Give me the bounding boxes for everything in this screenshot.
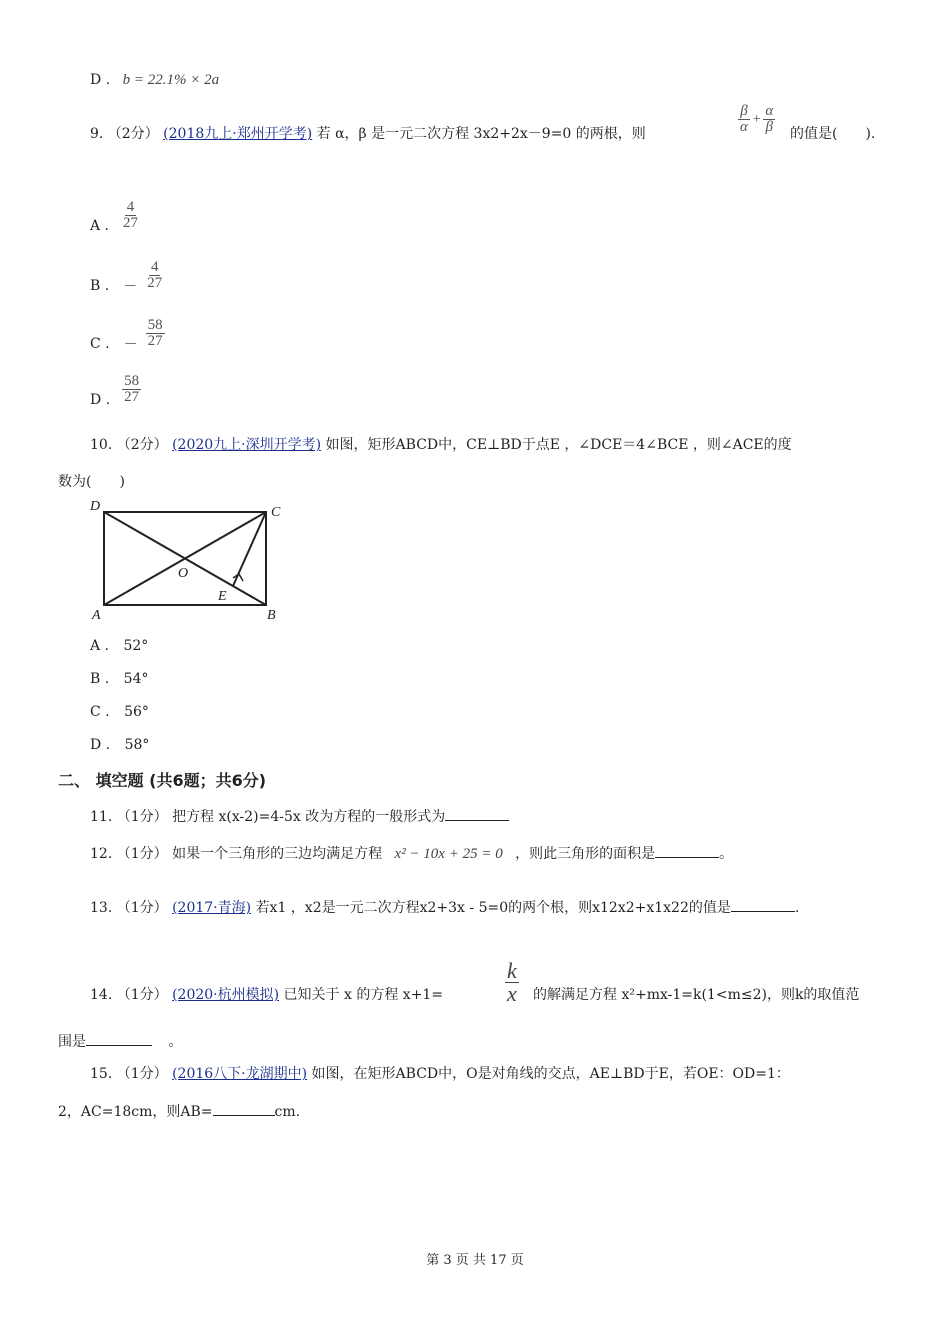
option-fraction — [146, 318, 165, 349]
question-text: 把方程 x(x-2)=4-5x 改为方程的一般形式为 — [172, 809, 446, 825]
answer-blank[interactable] — [445, 808, 509, 821]
q9-expression — [738, 104, 775, 135]
answer-blank[interactable] — [213, 1103, 275, 1116]
question-12 — [90, 843, 733, 863]
question-number: 10. （2分） — [90, 437, 168, 453]
question-text: 若 α，β 是一元二次方程 3x2+2x－9=0 的两根，则 — [316, 126, 646, 142]
fraction-numerator: 4 — [126, 198, 135, 215]
question-text: 若x1 ，x2是一元二次方程x2+3x - 5=0的两个根，则x12x2+x1x22的值是 — [255, 900, 731, 916]
question-text-end: cm. — [274, 1104, 301, 1120]
question-number: 11. （1分） — [90, 809, 168, 825]
fraction — [763, 104, 775, 135]
question-source-link[interactable]: (2017·青海) — [172, 900, 252, 916]
question-14 — [90, 984, 443, 1004]
question-source-link[interactable]: (2018九上·郑州开学考) — [163, 126, 313, 142]
fraction-numerator: α — [765, 103, 774, 119]
q9-option-d[interactable] — [90, 370, 141, 408]
option-label: C . — [90, 704, 110, 720]
question-source-link[interactable]: (2020九上·深圳开学考) — [172, 437, 322, 453]
label-b: B — [267, 608, 276, 622]
fraction — [505, 960, 519, 1005]
option-label: A . — [90, 218, 110, 234]
option-label: D . — [90, 72, 111, 88]
option-text: 56° — [124, 704, 149, 720]
question-text: 2，AC=18cm，则AB= — [58, 1104, 213, 1120]
q10-option-a[interactable] — [90, 638, 148, 654]
option-expression: b = 22.1% × 2a — [122, 72, 220, 88]
fraction-numerator: 58 — [124, 372, 140, 389]
option-text: 58° — [124, 737, 150, 753]
option-sign: － — [123, 337, 138, 353]
question-13 — [90, 897, 799, 917]
fraction-denominator: x — [507, 981, 517, 1006]
question-text: 如图，矩形ABCD中，CE⊥BD于点E ，∠DCE＝4∠BCE ，则∠ACE的度 — [325, 437, 792, 453]
fraction-denominator: 27 — [123, 214, 139, 231]
answer-blank[interactable] — [655, 845, 719, 858]
question-15 — [90, 1063, 790, 1083]
q10-option-c[interactable] — [90, 704, 149, 720]
fraction-numerator: 4 — [150, 258, 159, 275]
question-number: 13. （1分） — [90, 900, 168, 916]
plus-sign: + — [751, 111, 762, 127]
question-11 — [90, 806, 509, 826]
option-label: B . — [90, 671, 110, 687]
fraction-denominator: 27 — [124, 388, 140, 405]
fraction-denominator: β — [765, 119, 773, 135]
label-c: C — [271, 505, 281, 520]
section-title: 二、 填空题 (共6题；共6分) — [58, 771, 267, 790]
label-o: O — [178, 566, 189, 581]
option-label: D . — [90, 392, 111, 408]
question-text: 如图，在矩形ABCD中，O是对角线的交点，AE⊥BD于E，若OE：OD=1： — [311, 1066, 790, 1082]
question-text: 围是 — [58, 1034, 86, 1050]
question-text-end: 。 — [168, 1034, 183, 1050]
option-label: B . — [90, 278, 110, 294]
q14-fraction — [505, 960, 519, 1005]
answer-blank[interactable] — [731, 899, 795, 912]
question-text-cont: ，则此三角形的面积是 — [515, 846, 656, 862]
q8-option-d — [90, 72, 219, 89]
label-e: E — [218, 589, 227, 604]
question-text-end: . — [794, 900, 800, 916]
option-label: A . — [90, 638, 110, 654]
question-number: 9. （2分） — [90, 126, 159, 142]
equation: x² − 10x + 25 = 0 — [394, 846, 503, 862]
question-15-line2 — [58, 1101, 300, 1121]
question-number: 14. （1分） — [90, 987, 168, 1003]
option-text: 52° — [123, 638, 149, 654]
question-9-stem — [90, 123, 646, 143]
fraction-numerator: k — [507, 958, 517, 983]
question-text: 已知关于 x 的方程 x+1= — [283, 987, 444, 1003]
answer-blank[interactable] — [86, 1033, 152, 1046]
q9-option-a[interactable] — [90, 196, 140, 234]
fraction-denominator: 27 — [147, 274, 163, 291]
fraction-numerator: β — [740, 103, 748, 119]
rectangle-figure — [86, 496, 296, 622]
option-label: D . — [90, 737, 111, 753]
question-source-link[interactable]: (2016八下·龙湖期中) — [172, 1066, 308, 1082]
fraction-numerator: 58 — [147, 316, 163, 333]
fraction — [738, 104, 750, 135]
label-d: D — [90, 499, 101, 514]
q10-option-d[interactable] — [90, 737, 149, 753]
q9-option-c[interactable] — [90, 312, 165, 354]
question-number: 15. （1分） — [90, 1066, 168, 1082]
right-angle-mark — [233, 574, 243, 581]
option-fraction — [121, 200, 140, 231]
page-footer: 第 3 页 共 17 页 — [426, 1253, 524, 1268]
option-sign: － — [123, 279, 138, 295]
question-text: 如果一个三角形的三边均满足方程 — [172, 846, 383, 862]
fraction-denominator: α — [740, 119, 748, 135]
option-label: C . — [90, 336, 110, 352]
label-a: A — [92, 608, 101, 622]
question-10-stem — [90, 434, 792, 454]
q10-option-b[interactable] — [90, 671, 148, 687]
question-text-end: 。 — [719, 846, 734, 862]
question-14-line2 — [58, 1031, 182, 1051]
question-10-stem-cont: 数为( ) — [58, 474, 125, 490]
question-9-stem-end: 的值是( ). — [790, 126, 876, 142]
question-14-cont: 的解满足方程 x²+mx-1=k(1<m≤2)，则k的取值范 — [533, 987, 860, 1003]
option-fraction — [122, 374, 141, 405]
figure-lines — [104, 512, 266, 605]
question-source-link[interactable]: (2020·杭州模拟) — [172, 987, 280, 1003]
option-text: 54° — [123, 671, 149, 687]
option-fraction — [145, 260, 164, 291]
fraction-denominator: 27 — [147, 332, 163, 349]
question-number: 12. （1分） — [90, 846, 168, 862]
q9-option-b[interactable] — [90, 254, 164, 296]
